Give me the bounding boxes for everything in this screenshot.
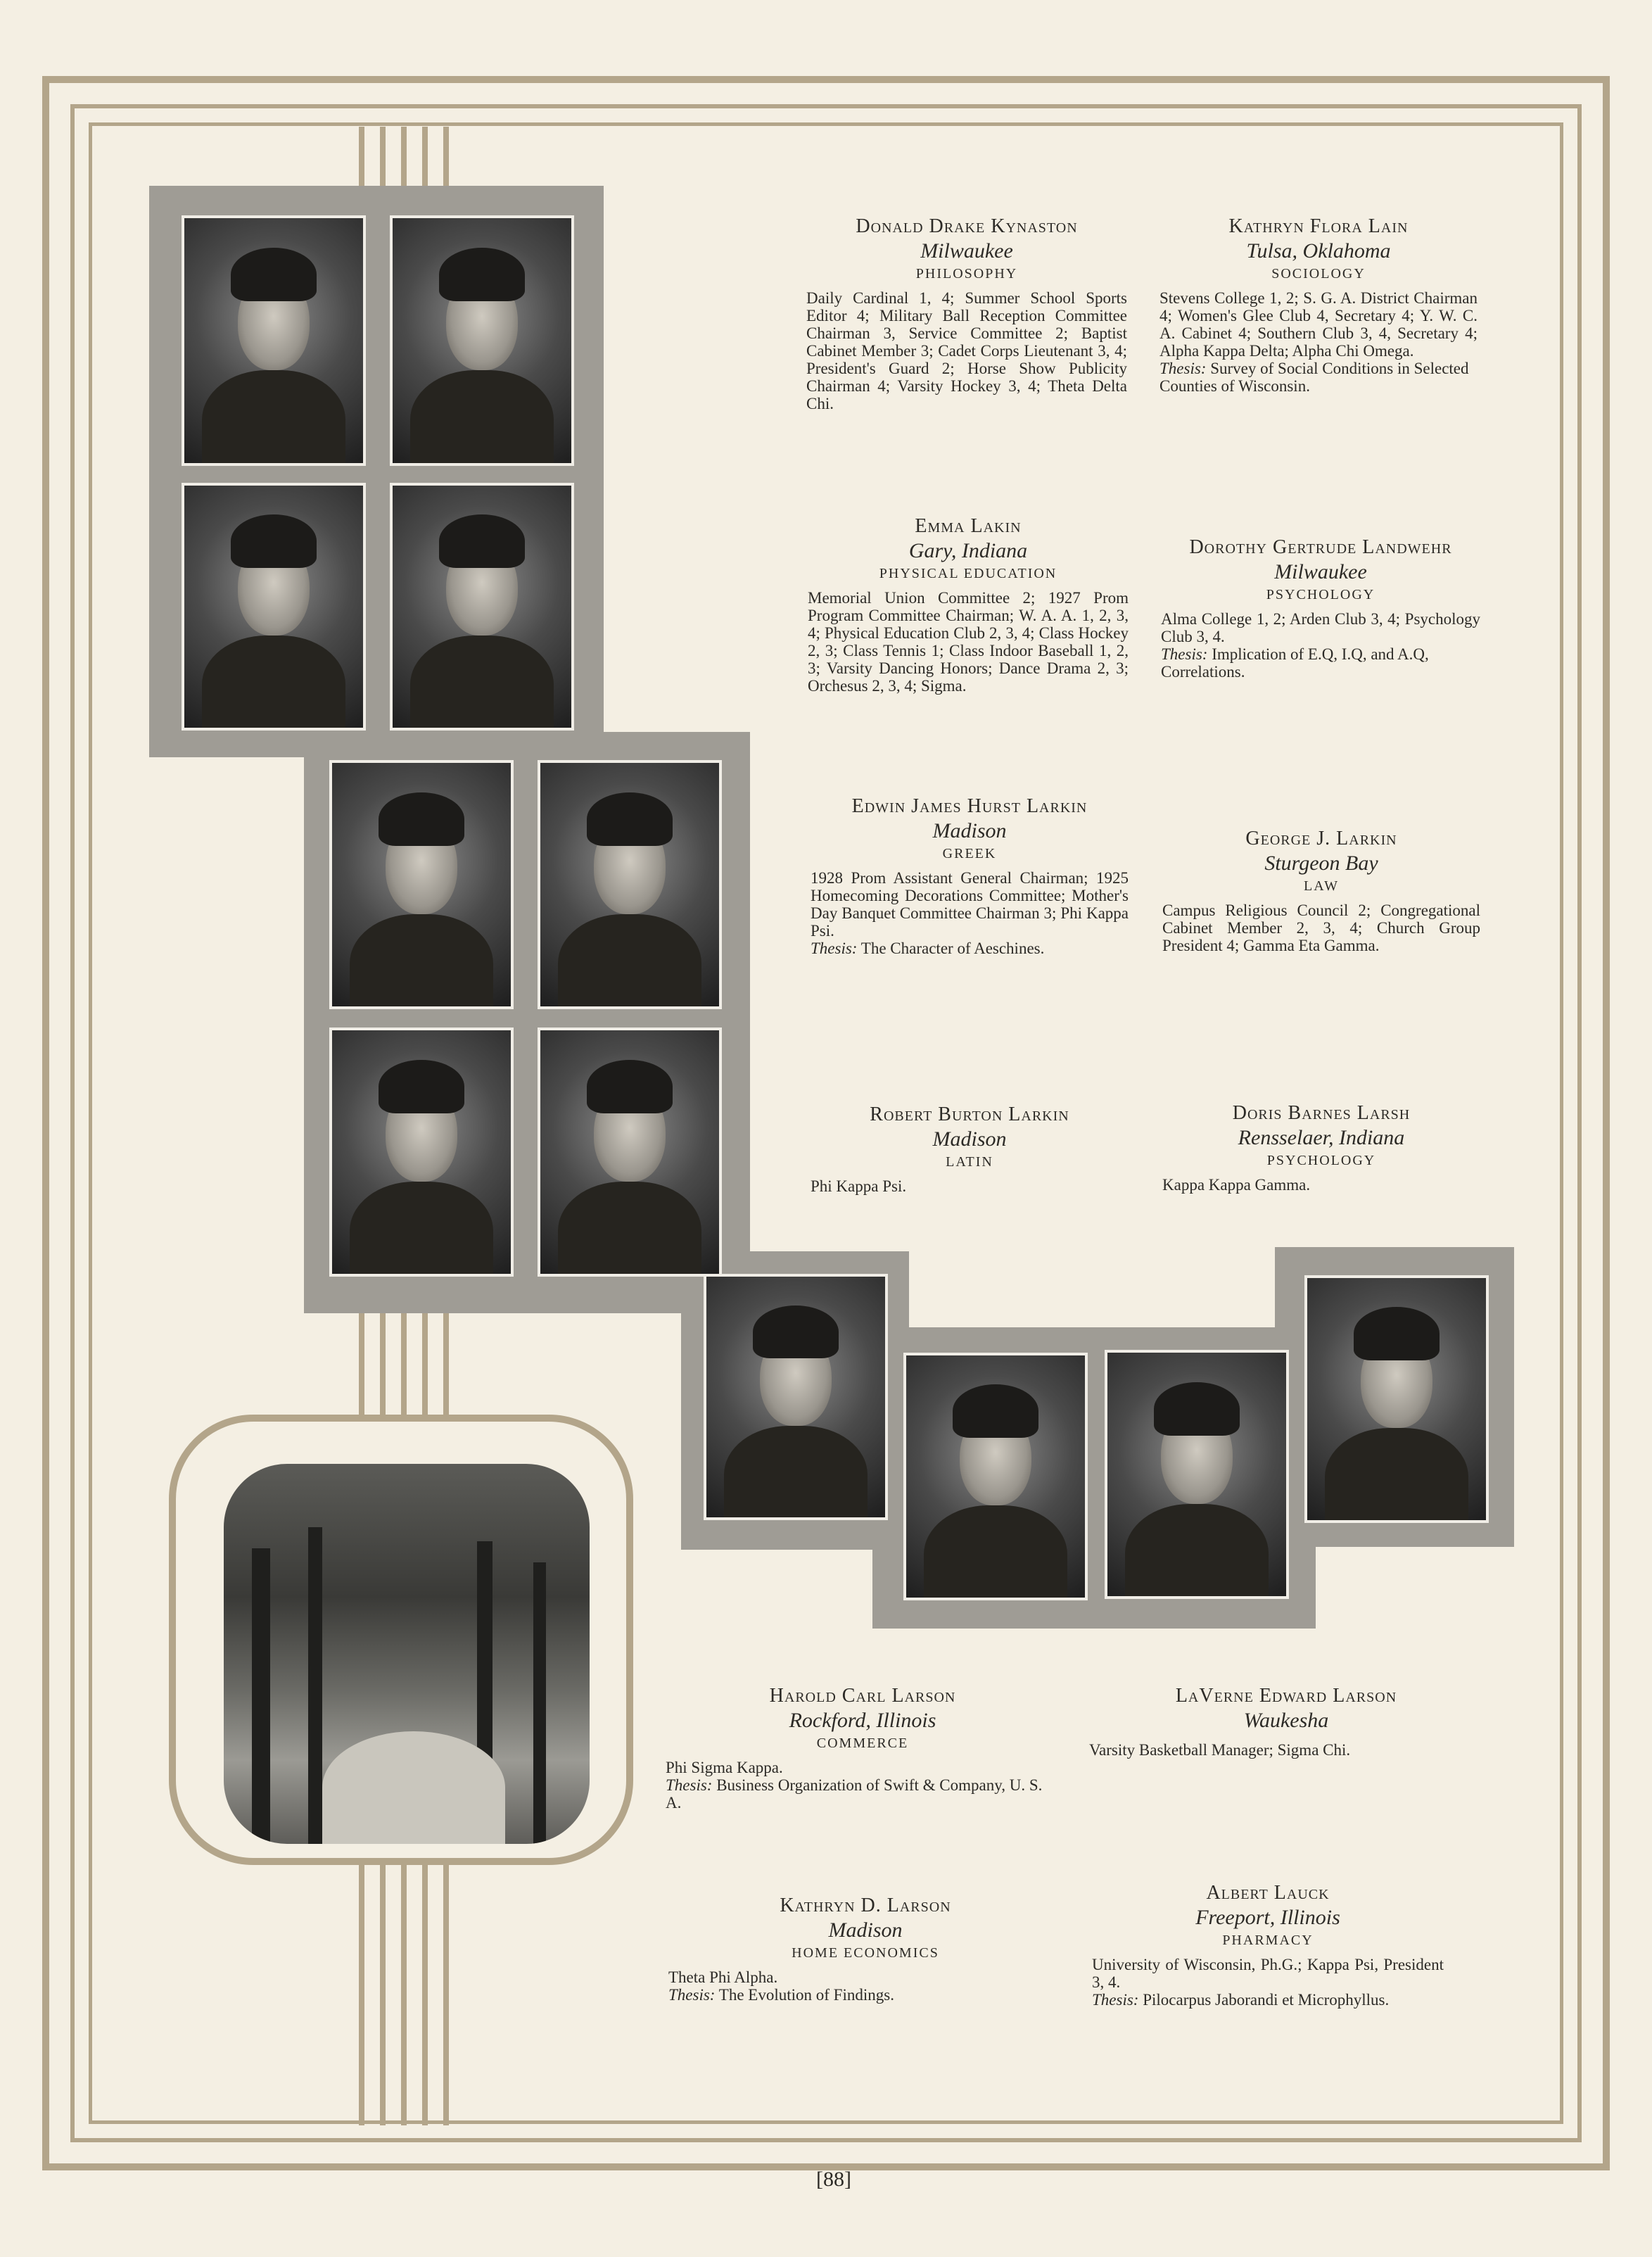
entry-kathryn-larson — [668, 1895, 1062, 2004]
entry-home: Waukesha — [1243, 1709, 1329, 1732]
entry-name: LaVerne Edward Larson — [1175, 1685, 1397, 1707]
entry-home: Milwaukee — [1274, 560, 1367, 583]
portrait-kynaston — [182, 215, 366, 466]
portrait-laverne-larson — [1105, 1350, 1289, 1599]
entry-major: PHARMACY — [1222, 1933, 1314, 1948]
entry-name: Albert Lauck — [1206, 1882, 1330, 1904]
entry-activities: 1928 Prom Assistant General Chairman; 1925 Homecoming Decorations Committee; Mother's Day Banquet Committee Chairman 3; Phi Kappa Psi. — [811, 869, 1129, 940]
entry-major: LATIN — [946, 1154, 993, 1170]
entry-name: Donald Drake Kynaston — [856, 215, 1078, 237]
entry-name: Doris Barnes Larsh — [1232, 1102, 1411, 1124]
page-number: [88] — [816, 2168, 851, 2191]
entry-activities: Phi Kappa Psi. — [811, 1177, 907, 1195]
entry-name: Dorothy Gertrude Landwehr — [1189, 536, 1452, 558]
entry-edwin-larkin — [811, 795, 1129, 957]
entry-home: Rensselaer, Indiana — [1238, 1126, 1405, 1149]
entry-thesis: Thesis: Survey of Social Conditions in Selected Counties of Wisconsin. — [1159, 360, 1469, 395]
entry-thesis: Thesis: Business Organization of Swift & Company, U. S. A. — [666, 1776, 1043, 1812]
entry-major: HOME ECONOMICS — [792, 1945, 939, 1961]
entry-activities: Campus Religious Council 2; Congregational Cabinet Member 2, 3, 4; Church Group President 4; Gamma Eta Gamma. — [1162, 902, 1480, 954]
entry-name: George J. Larkin — [1245, 828, 1397, 849]
entry-name: Robert Burton Larkin — [870, 1104, 1069, 1125]
entry-activities: University of Wisconsin, Ph.G.; Kappa Psi, President 3, 4. — [1092, 1956, 1444, 1991]
entry-lauck — [1092, 1882, 1444, 2009]
entry-activities: Alma College 1, 2; Arden Club 3, 4; Psychology Club 3, 4. — [1161, 610, 1480, 645]
entry-activities: Daily Cardinal 1, 4; Summer School Sports Editor 4; Military Ball Reception Committee Chairman 3, Service Committee 2; Baptist Cabinet Member 3; Cadet Corps Lieutenant 3, 4; President's Guard 2; Horse Show Publicity Chairman 4; Varsity Hockey 3, 4; Theta Delta Chi. — [806, 289, 1127, 412]
landscape-photo — [224, 1464, 590, 1844]
entry-landwehr — [1161, 536, 1480, 681]
entry-activities: Phi Sigma Kappa. — [666, 1759, 783, 1776]
entry-name: Kathryn D. Larson — [780, 1895, 951, 1916]
entry-home: Gary, Indiana — [908, 539, 1028, 562]
entry-george-larkin — [1162, 828, 1480, 954]
entry-home: Sturgeon Bay — [1264, 852, 1378, 875]
entry-larsh — [1162, 1102, 1480, 1194]
portrait-george-larkin — [538, 760, 722, 1009]
entry-name: Kathryn Flora Lain — [1228, 215, 1409, 237]
entry-thesis: Thesis: Implication of E.Q, I.Q, and A.Q, Correlations. — [1161, 645, 1429, 681]
entry-laverne-larson — [1089, 1685, 1483, 1759]
entry-name: Harold Carl Larson — [769, 1685, 956, 1707]
entry-home: Madison — [828, 1918, 903, 1942]
entry-home: Madison — [932, 819, 1007, 842]
entry-harold-larson — [666, 1685, 1060, 1812]
entry-activities: Stevens College 1, 2; S. G. A. District Chairman 4; Women's Glee Club 4, Secretary 4; Y. W. C. A. Cabinet 4; Southern Club 3, 4, Secretary 4; Alpha Kappa Delta; Alpha Chi Omega. — [1159, 289, 1478, 360]
entry-activities: Kappa Kappa Gamma. — [1162, 1176, 1311, 1194]
entry-major: PHILOSOPHY — [915, 266, 1018, 282]
entry-activities: Varsity Basketball Manager; Sigma Chi. — [1089, 1741, 1351, 1759]
entry-major: COMMERCE — [816, 1736, 909, 1751]
portrait-lain — [390, 215, 574, 466]
portrait-robert-larkin — [329, 1028, 514, 1277]
entry-major: PSYCHOLOGY — [1266, 587, 1375, 602]
entry-home: Milwaukee — [920, 239, 1013, 263]
entry-home: Rockford, Illinois — [789, 1709, 936, 1732]
entry-home: Tulsa, Oklahoma — [1246, 239, 1391, 263]
portrait-harold-larson — [704, 1274, 888, 1520]
entry-thesis: Thesis: The Evolution of Findings. — [668, 1986, 894, 2004]
entry-robert-larkin — [811, 1104, 1129, 1195]
portrait-lakin — [182, 483, 366, 731]
entry-activities: Theta Phi Alpha. — [668, 1968, 778, 1986]
entry-major: PHYSICAL EDUCATION — [879, 566, 1057, 581]
portrait-larsh — [538, 1028, 722, 1277]
entry-home: Freeport, Illinois — [1195, 1906, 1340, 1929]
entry-kynaston — [806, 215, 1127, 412]
entry-thesis: Thesis: Pilocarpus Jaborandi et Microphyllus. — [1092, 1991, 1390, 2009]
entry-name: Edwin James Hurst Larkin — [851, 795, 1088, 817]
entry-lakin — [808, 515, 1129, 695]
portrait-kathryn-larson — [903, 1353, 1088, 1600]
entry-major: LAW — [1304, 878, 1339, 894]
entry-thesis: Thesis: The Character of Aeschines. — [811, 940, 1045, 957]
portrait-edwin-larkin — [329, 760, 514, 1009]
portrait-lauck — [1304, 1275, 1489, 1523]
entry-major: PSYCHOLOGY — [1266, 1153, 1376, 1168]
entry-activities: Memorial Union Committee 2; 1927 Prom Program Committee Chairman; W. A. A. 1, 2, 3, 4; Physical Education Club 2, 3, 4; Class Hockey 2, 3; Class Tennis 1; Class Indoor Baseball 1, 2, 3; Varsity Dancing Honors; Dance Drama 2, 3; Orchesus 2, 3, 4; Sigma. — [808, 589, 1129, 695]
entry-major: SOCIOLOGY — [1271, 266, 1366, 282]
entry-major: GREEK — [942, 846, 997, 861]
entry-home: Madison — [932, 1127, 1007, 1151]
entry-lain — [1159, 215, 1478, 395]
entry-name: Emma Lakin — [915, 515, 1022, 537]
portrait-landwehr — [390, 483, 574, 731]
